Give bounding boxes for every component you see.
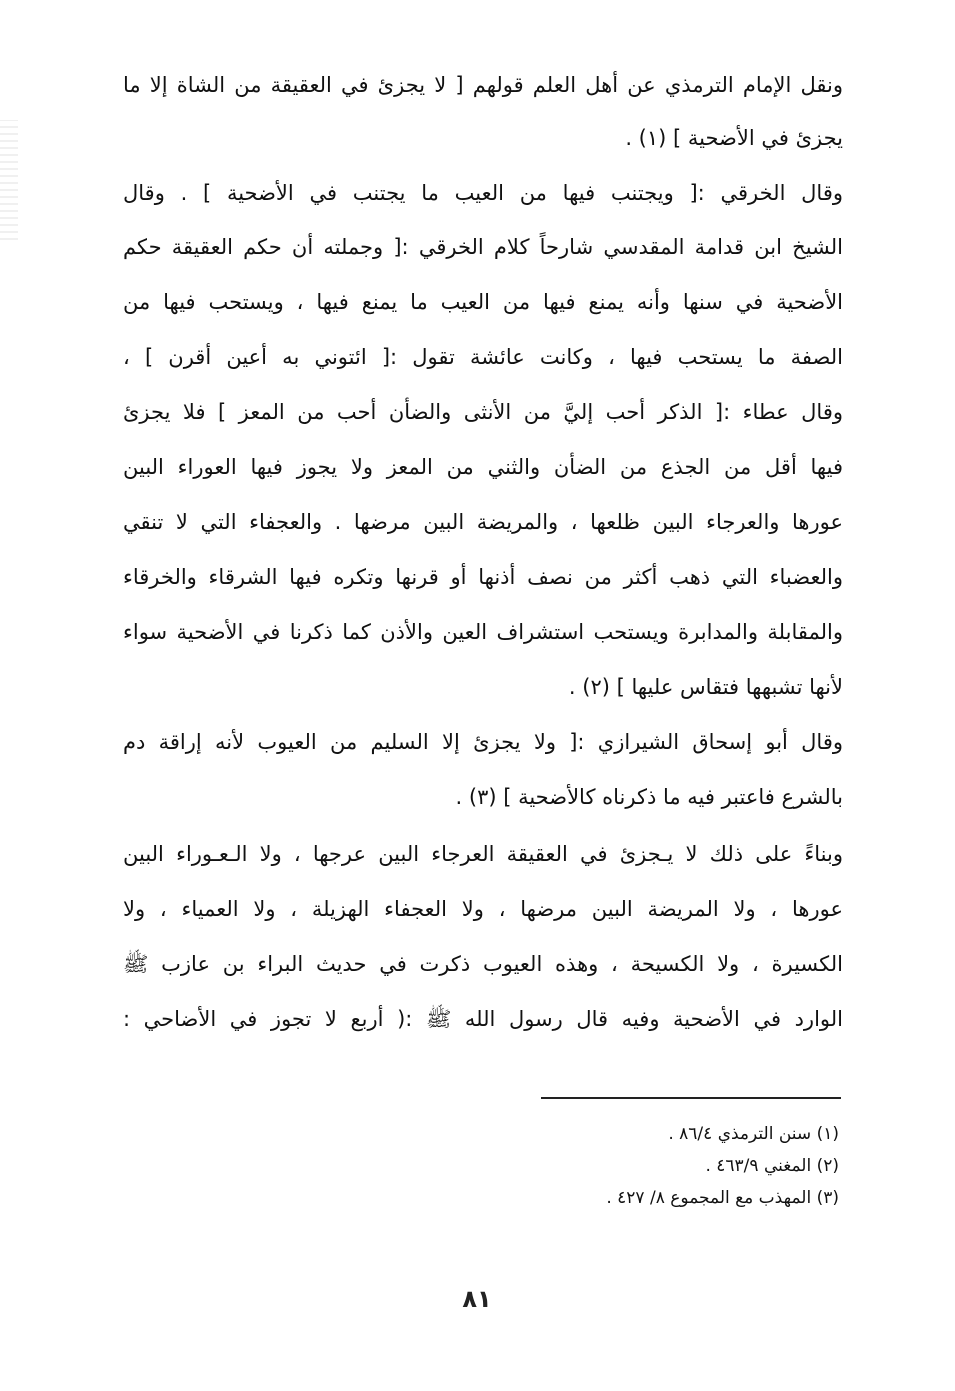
- text-line: الكسيرة ، ولا الكسيحة ، وهذه العيوب ذكرت في حديث البراء بن عازب ﷺ: [123, 952, 843, 976]
- text-line: يجزئ في الأضحية ] (١) .: [625, 126, 843, 150]
- text-line: الصفة ما يستحب فيها ، وكانت عائشة تقول :[ ائتوني به أعين أقرن ] ،: [123, 345, 843, 369]
- text-line: والعضباء التي ذهب أكثر من نصف أذنها أو قرنها وتكره فيها الشرقاء والخرقاء: [123, 565, 843, 589]
- text-line: وقال الخرقي :[ ويجتنب فيها من العيب ما يجتنب في الأضحية ] . وقال: [123, 181, 843, 205]
- text-line: عورها والعرجاء البين ظلعها ، والمريضة البين مرضها . والعجفاء التي لا تنقي: [123, 510, 843, 534]
- text-line: ونقل الإمام الترمذي عن أهل العلم قولهم [ لا يجزئ في العقيقة من الشاة إلا ما: [123, 73, 843, 97]
- text-line: بالشرع فاعتبر فيه ما ذكرناه كالأضحية ] (٣) .: [455, 785, 843, 809]
- text-line: فيها أقل من الجذع من الضأن والثني من المعز ولا يجوز فيها العوراء البين: [123, 455, 843, 479]
- text-line: عورها ، ولا المريضة البين مرضها ، ولا العجفاء الهزيلة ، ولا العمياء ، ولا: [123, 897, 843, 921]
- text-line: والمقابلة والمدابرة ويستحب استشراف العين والأذن كما ذكرنا في الأضحية سواء: [123, 620, 843, 644]
- scan-speckle: [0, 120, 18, 240]
- page-number: ٨١: [462, 1285, 492, 1313]
- footnote: (٢) المغني ٤٦٣/٩ .: [705, 1156, 839, 1176]
- text-line: الأضحية في سنها وأنه يمنع فيها من العيب ما يمنع فيها ، ويستحب فيها من: [123, 290, 843, 314]
- footnote: (٣) المهذب مع المجموع ٨/ ٤٢٧ .: [606, 1188, 839, 1208]
- text-line: وقال عطاء :[ الذكر أحب إليَّ من الأنثى والضأن أحب من المعز ] فلا يجزئ: [123, 400, 843, 424]
- text-line: وقال أبو إسحاق الشيرازي :[ ولا يجزئ إلا السليم من العيوب لأنه إراقة دم: [123, 730, 843, 754]
- footnote-divider: [541, 1097, 841, 1099]
- footnote: (١) سنن الترمذي ٨٦/٤ .: [668, 1124, 839, 1144]
- text-line: وبناءً على ذلك لا يـجزئ في العقيقة العرجاء البين عرجها ، ولا الـعـوراء البين: [123, 842, 843, 866]
- text-line: لأنها تشبهها فتقاس عليها ] (٢) .: [568, 675, 843, 699]
- text-line: الوارد في الأضحية وفيه قال رسول الله ﷺ :( أربع لا تجوز في الأضاحي :: [123, 1007, 843, 1031]
- text-line: الشيخ ابن قدامة المقدسي شارحاً كلام الخرقي :[ وجملته أن حكم العقيقة حكم: [123, 235, 843, 259]
